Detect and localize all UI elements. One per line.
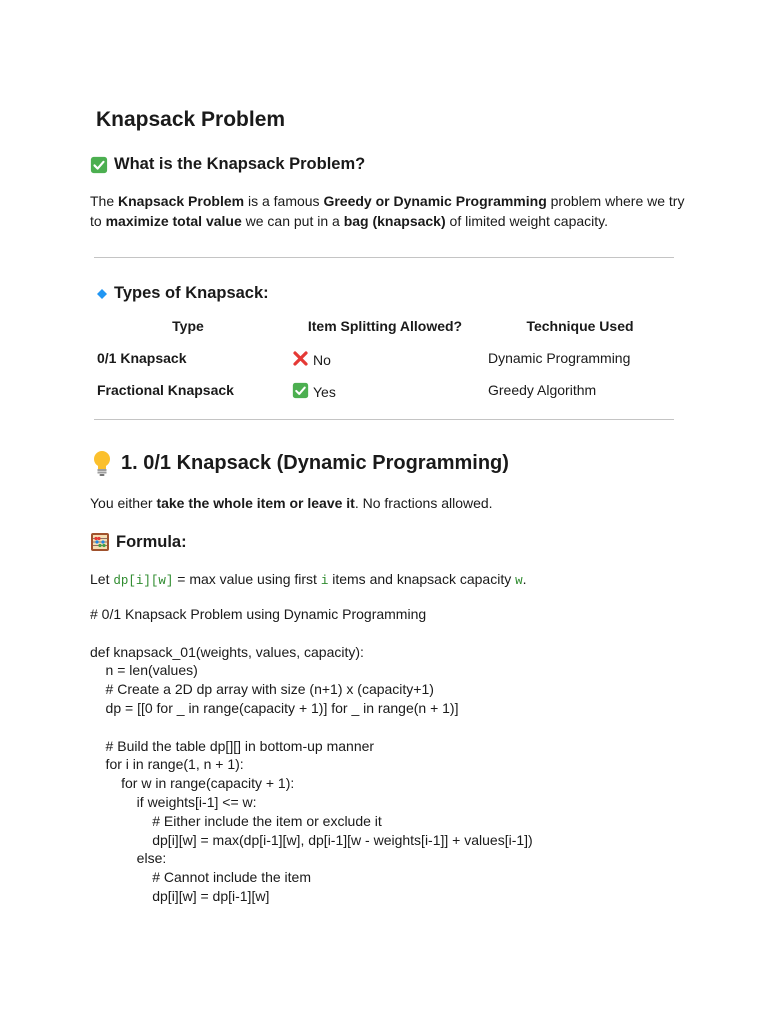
code-line: dp[i][w] = max(dp[i-1][w], dp[i-1][w - weights[i-1]] + values[i-1]) [90, 831, 533, 848]
code-line: dp = [[0 for _ in range(capacity + 1)] for _ in range(n + 1)] [90, 699, 459, 716]
types-heading-text: Types of Knapsack: [114, 284, 269, 302]
what-heading [90, 155, 365, 174]
bold-text: Greedy or Dynamic Programming [323, 193, 547, 209]
table-cell-type: 0/1 Knapsack [97, 350, 187, 366]
code-line: # Create a 2D dp array with size (n+1) x (capacity+1) [90, 681, 434, 698]
code-line: for i in range(1, n + 1): [90, 756, 244, 773]
bold-text: Knapsack Problem [118, 193, 245, 209]
table-cell-splitting [292, 382, 336, 400]
what-paragraph [90, 191, 690, 231]
code-line: # Build the table dp[][] in bottom-up manner [90, 737, 375, 754]
table-cell-technique: Greedy Algorithm [488, 382, 597, 398]
formula-text: . [522, 571, 527, 587]
formula-line [90, 569, 690, 591]
text-run: we can put in a [241, 213, 344, 229]
inline-code: i [320, 574, 329, 588]
table-cell-splitting-text: Yes [313, 384, 336, 400]
column-header-technique: Technique Used [526, 318, 634, 334]
what-heading-text: What is the Knapsack Problem? [114, 155, 366, 173]
types-heading [96, 284, 269, 303]
column-header-type: Type [172, 318, 204, 334]
check-mark-button-icon [292, 382, 309, 399]
column-header-splitting: Item Splitting Allowed? [307, 318, 463, 334]
light-bulb-icon [91, 450, 113, 476]
small-blue-diamond-icon [96, 288, 108, 300]
formula-text: = max value using first [173, 571, 321, 587]
divider [94, 257, 674, 258]
formula-text: items and knapsack capacity [328, 571, 516, 587]
code-line: # 0/1 Knapsack Problem using Dynamic Programming [90, 606, 427, 622]
text-run: is a famous [244, 193, 324, 209]
code-line: n = len(values) [90, 662, 198, 679]
page-title: Knapsack Problem [96, 108, 286, 131]
cross-mark-icon [292, 350, 309, 367]
inline-code: dp[i][w] [113, 574, 174, 588]
text-run: problem where we try to [90, 193, 685, 229]
code-block [90, 605, 533, 906]
dp-paragraph [90, 493, 690, 513]
table-cell-type: Fractional Knapsack [97, 382, 234, 398]
code-line: dp[i][w] = dp[i-1][w] [90, 887, 270, 904]
table-cell-splitting-text: No [313, 352, 331, 368]
dp-heading-text: 1. 0/1 Knapsack (Dynamic Programming) [121, 451, 509, 474]
bold-text: bag (knapsack) [343, 213, 446, 229]
bold-text: take the whole item or leave it [156, 495, 355, 511]
abacus-icon [90, 532, 110, 552]
dp-heading [91, 450, 509, 476]
bold-text: maximize total value [105, 213, 242, 229]
text-run: The [90, 193, 119, 209]
code-line: def knapsack_01(weights, values, capacity): [90, 643, 364, 660]
inline-code: w [515, 574, 523, 588]
code-line: for w in range(capacity + 1): [90, 775, 295, 792]
text-run: of limited weight capacity. [445, 213, 609, 229]
divider [94, 419, 674, 420]
code-line [90, 624, 533, 643]
formula-heading-text: Formula: [116, 532, 187, 551]
check-mark-button-icon [90, 156, 108, 174]
text-run: You either [90, 495, 157, 511]
text-run: . No fractions allowed. [354, 495, 493, 511]
formula-text: Let [90, 571, 114, 587]
formula-heading [90, 532, 187, 552]
code-line: if weights[i-1] <= w: [90, 793, 257, 810]
code-line: # Cannot include the item [90, 869, 311, 886]
table-cell-technique: Dynamic Programming [488, 350, 631, 366]
table-cell-splitting [292, 350, 331, 368]
code-line: else: [90, 850, 167, 867]
code-line [90, 718, 533, 737]
code-line: # Either include the item or exclude it [90, 812, 382, 829]
